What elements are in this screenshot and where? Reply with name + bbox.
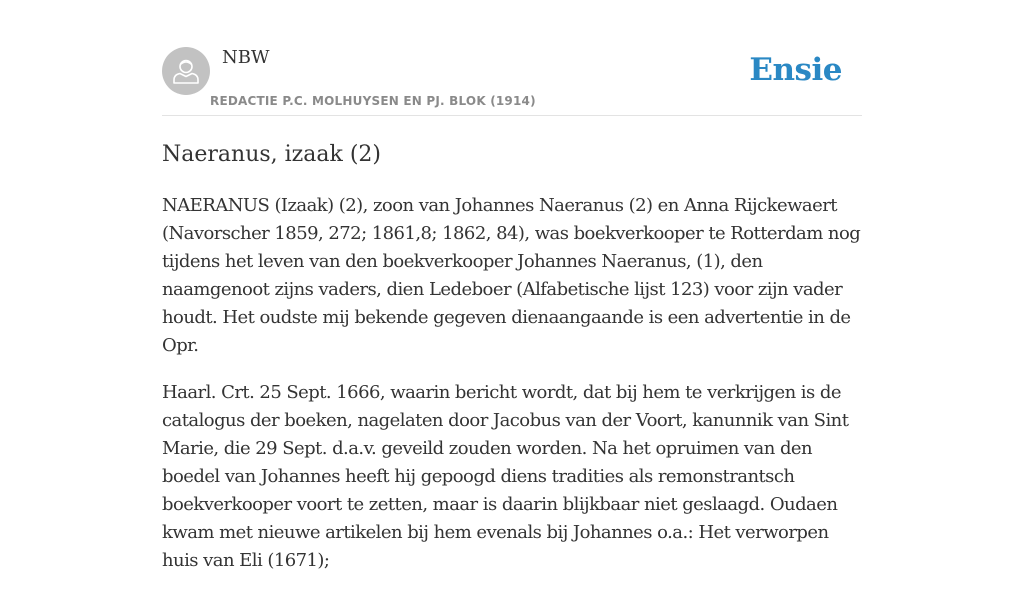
article-title: Naeranus, izaak (2) (162, 142, 381, 167)
article-body (162, 192, 862, 594)
author-subtitle: REDACTIE P.C. MOLHUYSEN EN PJ. BLOK (1914) (210, 94, 536, 108)
ensie-logo[interactable]: Ensie (749, 52, 842, 88)
user-icon (162, 47, 210, 95)
author-header (162, 46, 862, 116)
article-paragraph: Haarl. Crt. 25 Sept. 1666, waarin bericht wordt, dat bij hem te verkrijgen is de catalogus der boeken, nagelaten door Jacobus van der Voort, kanunnik van Sint Marie, die 29 Sept. d.a.v. geveild zouden worden. Na het opruimen van den boedel van Johannes heeft hij gepoogd diens tradities als remonstrantsch boekverkooper voort te zetten, maar is daarin blijkbaar niet geslaagd. Oudaen kwam met nieuwe artikelen bij hem evenals bij Johannes o.a.: Het verworpen huis van Eli (1671); (162, 382, 849, 571)
article-paragraph: NAERANUS (Izaak) (2), zoon van Johannes Naeranus (2) en Anna Rijckewaert (Navorscher 1859, 272; 1861,8; 1862, 84), was boekverkooper te Rotterdam nog tijdens het leven van den boekverkooper Johannes Naeranus, (1), den naamgenoot zijns vaders, dien Ledeboer (Alfabetische lijst 123) voor zijn vader houdt. Het oudste mij bekende gegeven dienaangaande is een advertentie in de Opr. (162, 195, 861, 356)
author-name[interactable]: NBW (222, 47, 270, 68)
author-avatar[interactable] (162, 47, 210, 95)
